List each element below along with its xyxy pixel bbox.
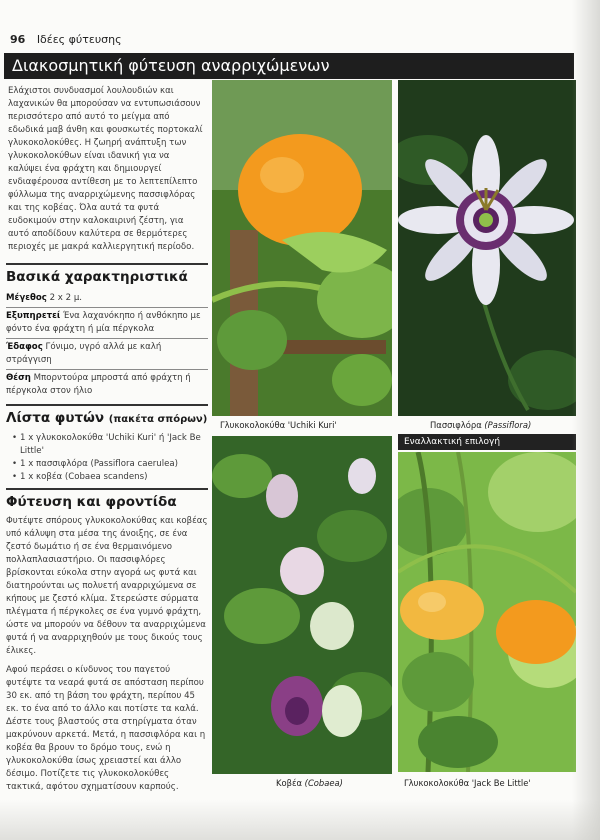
photo-cobaea-image	[212, 436, 392, 774]
photo-passiflora-image	[398, 80, 576, 416]
planting-heading: Φύτευση και φροντίδα	[6, 494, 177, 510]
running-head-title: Ιδέες φύτευσης	[36, 33, 122, 46]
caption-passiflora	[430, 420, 531, 430]
characteristic-purpose	[6, 308, 208, 339]
characteristic-label: Θέση	[6, 373, 31, 383]
characteristic-label: Μέγεθος	[6, 293, 47, 303]
characteristic-value: Μπορντούρα μπροστά από φράχτη ή πέργκολα στον ήλιο	[6, 373, 191, 396]
photo-uchiki-kuri-image	[212, 80, 392, 416]
plant-list-subtitle: (πακέτα σπόρων)	[108, 414, 208, 425]
caption-uchiki-kuri: Γλυκοκολοκύθα 'Uchiki Kuri'	[220, 420, 337, 430]
intro-text: Ελάχιστοι συνδυασμοί λουλουδιών και λαχανικών θα μπορούσαν να εντυπωσιάσουν περισσότερο από αυτό το μείγμα από εδωδικά μαβ άνθη και φουσκωτές πορτοκαλί γλυκοκολοκύθες. Η ζωηρή ανάπτυξη των γλυκοκολοκύθων είναι ιδανική για να καλύψει ένα φράχτη και δημιουργεί ενδιαφέρουσα αντίθεση με το λεπτεπίλεπτο φύλλωμα της αναρριχώμενης πασσιφλόρας και της κοβέας. Όλα αυτά τα φυτά ευδοκιμούν στην καλοκαιρινή ζέστη, για αυτό αποδίδουν καλύτερα σε θερμότερες περιοχές με μακρά καλλιεργητική περίοδο.	[8, 86, 203, 252]
planting-paragraph-1: Φυτέψτε σπόρους γλυκοκολοκύθας και κοβέας υπό κάλυψη στα μέσα της άνοιξης, σε ένα ζεστό δωμάτιο ή σε ένα θερμαινόμενο πολλαπλασιαστήριο. Οι πασσιφλόρες βρίσκονται εύκολα στην αγορά ως φυτά και διατηρούνται ως πολυετή αναρριχώμενα σε κήπους με ζεστό κλίμα. Στερεώστε σύρματα πλέγματα ή πέργκολες σε ένα γυμνό φράχτη, ώστε να μπορούν να δέθουν τα αναρριχώμενα φυτά ή να αναρριχηθούν με τους δικούς τους έλικες.	[6, 516, 208, 656]
caption-cobaea-name: Κοβέα	[276, 778, 305, 788]
characteristic-label: Εξυπηρετεί	[6, 311, 61, 321]
photo-jack-be-little	[398, 452, 576, 772]
page-title: Διακοσμητική φύτευση αναρριχώμενων	[4, 53, 574, 79]
plant-list-title: Λίστα φυτών	[6, 410, 105, 426]
alternative-option-label: Εναλλακτική επιλογή	[398, 434, 576, 450]
planting-section	[6, 488, 208, 794]
plant-list-heading	[6, 412, 208, 426]
photo-passiflora	[398, 80, 576, 416]
characteristics-heading: Βασικά χαρακτηριστικά	[6, 269, 188, 285]
planting-paragraph-2: Αφού περάσει ο κίνδυνος του παγετού φυτέψτε τα νεαρά φυτά σε απόσταση περίπου 30 εκ. από τη βάση του φράχτη, περίπου 45 εκ. το ένα από το άλλο και ποτίστε τα καλά. Δέστε τους βλαστούς στα στηρίγματα όταν μακρύνουν αρκετά. Μετά, η πασσιφλόρα και η κοβέα θα βρουν το δρόμο τους, ενώ η γλυκοκολοκύθα ίσως χρειαστεί και άλλο δέσιμο. Ποτίζετε τις γλυκοκολοκύθες τακτικά, αφότου σχηματίσουν καρπούς.	[6, 665, 206, 792]
photo-cobaea	[212, 436, 392, 774]
plant-list-item: • 1 x κοβέα (Cobaea scandens)	[12, 471, 208, 484]
plant-list-section	[6, 404, 208, 484]
text-column	[6, 82, 208, 794]
intro-paragraph	[6, 82, 208, 259]
characteristic-position	[6, 370, 208, 400]
characteristic-value: Γόνιμο, υγρό αλλά με καλή στράγγιση	[6, 342, 162, 365]
plant-list-item: • 1 x πασσιφλόρα (Passiflora caerulea)	[12, 458, 208, 471]
caption-jack-be-little: Γλυκοκολοκύθα 'Jack Be Little'	[404, 778, 531, 788]
plant-list-item: • 1 x γλυκοκολοκύθα 'Uchiki Kuri' ή 'Jack Be Little'	[12, 432, 208, 458]
caption-cobaea-latin: (Cobaea)	[304, 778, 343, 788]
page-bottom-shadow	[0, 800, 600, 840]
caption-passiflora-name: Πασσιφλόρα	[430, 420, 485, 430]
characteristic-soil	[6, 339, 208, 370]
page-number: 96	[10, 33, 26, 46]
characteristic-label: Έδαφος	[6, 342, 43, 352]
plant-list	[6, 432, 208, 484]
page-edge-shadow	[572, 0, 600, 840]
characteristic-value: 2 x 2 μ.	[49, 293, 83, 303]
photo-uchiki-kuri	[212, 80, 392, 416]
characteristic-size	[6, 290, 208, 308]
caption-passiflora-latin: (Passiflora)	[484, 420, 532, 430]
characteristics-section	[6, 263, 208, 400]
characteristic-value: Ένα λαχανόκηπο ή ανθόκηπο με φόντο ένα φράχτη ή μία πέργκολα	[6, 311, 201, 334]
caption-cobaea	[276, 778, 343, 788]
running-head	[10, 33, 122, 46]
photo-jack-be-little-image	[398, 452, 576, 772]
